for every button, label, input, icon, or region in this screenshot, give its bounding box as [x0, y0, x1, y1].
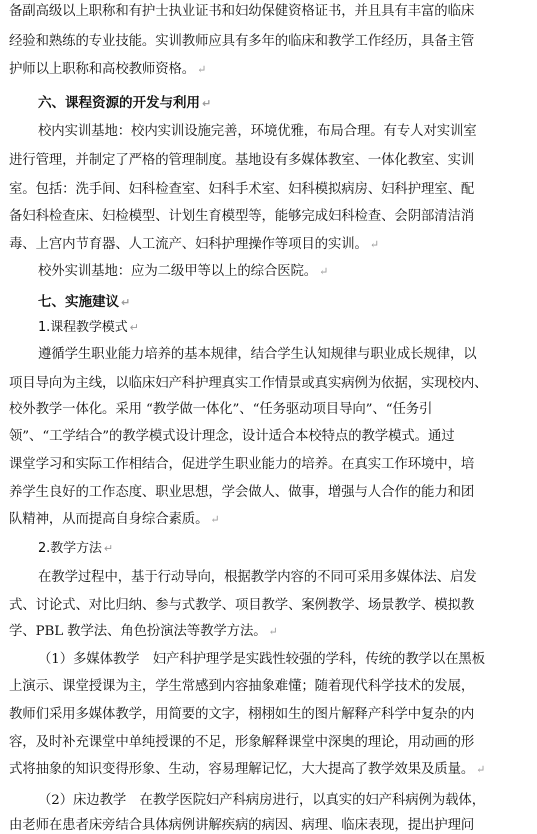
paragraph-mark-icon: ↵	[120, 296, 131, 309]
text-line	[9, 32, 537, 52]
text-line	[9, 510, 537, 530]
text-line	[9, 816, 537, 834]
text-line	[9, 733, 537, 753]
text-line	[38, 791, 537, 811]
text-line	[9, 207, 537, 227]
line-text: 七、实施建议	[38, 294, 119, 310]
line-text: 课堂学习和实际工作相结合，促进学生职业能力的培养。在真实工作环境中，培	[9, 457, 475, 472]
line-text: 项目导向为主线，以临床妇产科护理真实工作情景或真实病例为依据，实现校内、	[9, 376, 488, 391]
text-line	[38, 345, 537, 365]
paragraph-mark-icon: ↵	[129, 321, 139, 334]
text-line	[9, 483, 537, 503]
section-heading	[38, 93, 537, 114]
line-text: 容，及时补充课堂中单纯授课的不足，形象解释课堂中深奥的理论，用动画的形	[9, 735, 475, 750]
line-text: 1.课程教学模式	[38, 320, 128, 335]
line-text: 学、PBL 教学法、角色扮演法等教学方法。	[9, 624, 267, 639]
text-line	[9, 596, 537, 616]
paragraph-mark-icon: ↵	[268, 625, 278, 638]
text-line	[9, 455, 537, 475]
text-line	[9, 705, 537, 725]
paragraph-mark-icon: ↵	[197, 63, 207, 76]
text-line	[9, 374, 537, 394]
text-line	[9, 400, 537, 420]
line-text: （2）床边教学 在教学医院妇产科病房进行，以真实的妇产科病例为载体，	[38, 793, 486, 808]
line-text: 式将抽象的知识变得形象、生动，容易理解记忆，大大提高了教学效果及质量。	[9, 762, 475, 777]
text-line	[38, 568, 537, 588]
line-text: 上演示、课堂授课为主，学生常感到内容抽象难懂；随着现代科学技术的发展，	[9, 679, 475, 694]
line-text: 2.教学方法	[38, 541, 102, 556]
line-text: 经验和熟练的专业技能。实训教师应具有多年的临床和教学工作经历，具备主管	[9, 34, 475, 49]
paragraph-mark-icon: ↵	[319, 265, 329, 278]
line-text: 毒、上宫内节育器、人工流产、妇科护理操作等项目的实训。	[9, 237, 368, 252]
text-line	[9, 760, 537, 780]
line-text: 六、课程资源的开发与利用	[38, 95, 200, 111]
paragraph-mark-icon: ↵	[369, 238, 379, 251]
line-text: 备妇科检查床、妇检模型、计划生育模型等，能够完成妇科检查、会阴部清洁消	[9, 209, 475, 224]
line-text: 校外教学一体化。采用 “教学做一体化”、“任务驱动项目导向”、“任务引	[9, 402, 433, 417]
text-line	[9, 180, 537, 200]
subsection-heading	[38, 318, 537, 338]
paragraph-mark-icon: ↵	[476, 763, 486, 776]
line-text: 校内实训基地：校内实训设施完善，环境优雅，布局合理。有专人对实训室	[38, 124, 477, 139]
line-text: 教师们采用多媒体教学，用简要的文字，栩栩如生的图片解释产科学中复杂的内	[9, 707, 475, 722]
line-text: 室。包括：洗手间、妇科检查室、妇科手术室、妇科模拟病房、妇科护理室、配	[9, 182, 475, 197]
line-text: （1）多媒体教学 妇产科护理学是实践性较强的学科，传统的教学以在黑板	[38, 652, 486, 667]
line-text: 领”、“工学结合”的教学模式设计理念，设计适合本校特点的教学模式。通过	[9, 429, 455, 444]
paragraph-mark-icon: ↵	[103, 542, 113, 555]
line-text: 进行管理，并制定了严格的管理制度。基地设有多媒体教室、一体化教室、实训	[9, 153, 475, 168]
text-line	[38, 262, 537, 282]
text-line	[38, 122, 537, 142]
subsection-heading	[38, 539, 537, 559]
text-line	[9, 235, 537, 255]
line-text: 由老师在患者床旁结合具体病例讲解疾病的病因、病理、临床表现，提出护理问	[9, 818, 475, 833]
text-line	[9, 151, 537, 171]
line-text: 在教学过程中，基于行动导向，根据教学内容的不同可采用多媒体法、启发	[38, 570, 477, 585]
line-text: 队精神，从而提高自身综合素质。	[9, 512, 209, 527]
section-heading	[38, 292, 537, 313]
text-line	[9, 2, 537, 22]
line-text: 养学生良好的工作态度、职业思想，学会做人、做事，增强与人合作的能力和团	[9, 485, 475, 500]
line-text: 遵循学生职业能力培养的基本规律，结合学生认知规律与职业成长规律，以	[38, 347, 477, 362]
text-line	[9, 622, 537, 642]
text-line	[9, 677, 537, 697]
line-text: 式、讨论式、对比归纳、参与式教学、项目教学、案例教学、场景教学、模拟教	[9, 598, 475, 613]
line-text: 校外实训基地：应为二级甲等以上的综合医院。	[38, 264, 318, 279]
text-line	[38, 650, 537, 670]
line-text: 护师以上职称和高校教师资格。	[9, 62, 196, 77]
paragraph-mark-icon: ↵	[210, 513, 220, 526]
line-text: 备副高级以上职称和有护士执业证书和妇幼保健资格证书，并且具有丰富的临床	[9, 4, 475, 19]
text-line	[9, 60, 537, 80]
paragraph-mark-icon: ↵	[201, 97, 212, 110]
text-line	[9, 427, 537, 447]
